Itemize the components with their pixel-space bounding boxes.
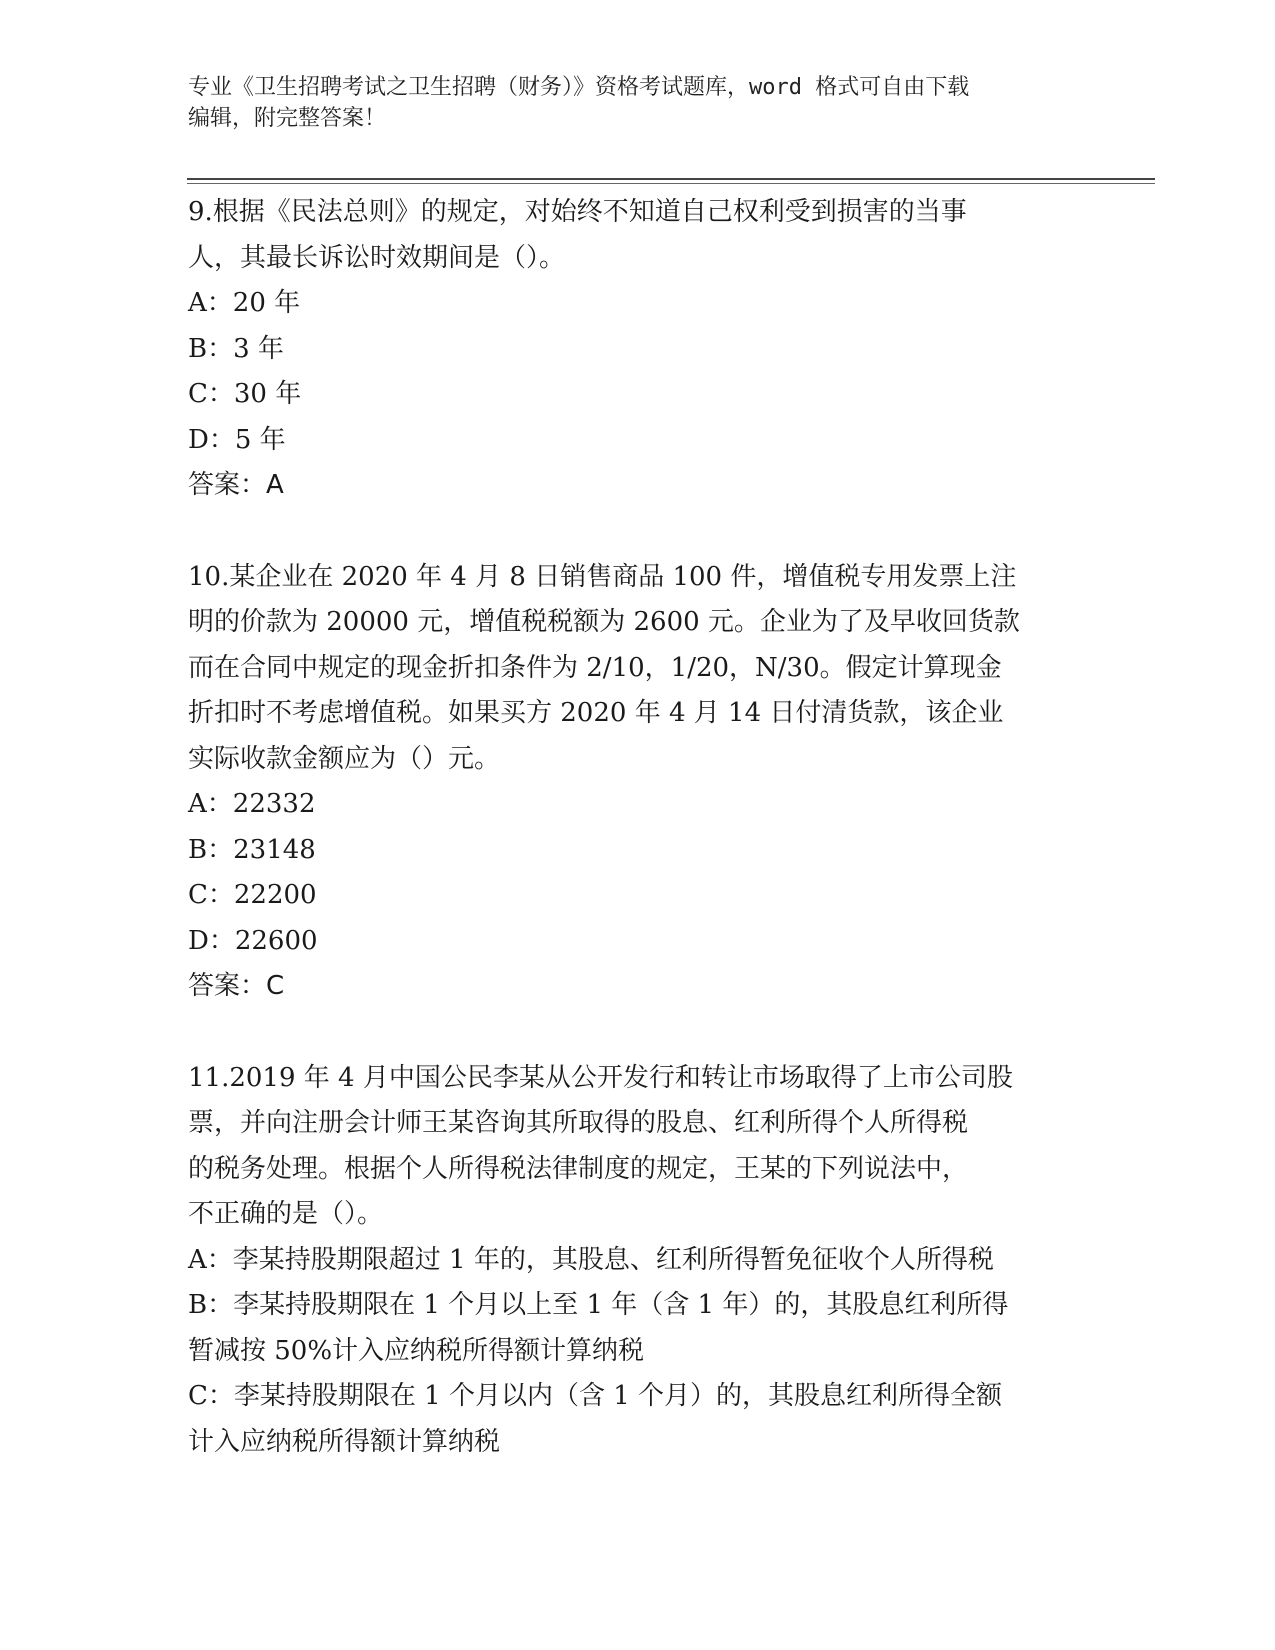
question-stem: 实际收款金额应为（）元。 (188, 743, 501, 774)
option-b: B：李某持股期限在 1 个月以上至 1 年（含 1 年）的，其股息红利所得 (188, 1290, 1009, 1320)
header-divider (187, 183, 1155, 184)
question-stem: 9.根据《民法总则》的规定，对始终不知道自己权利受到损害的当事 (188, 197, 967, 227)
option-a: A：20 年 (188, 288, 301, 318)
question-stem: 11.2019 年 4 月中国公民李某从公开发行和转让市场取得了上市公司股 (188, 1062, 1013, 1093)
option-a: A：李某持股期限超过 1 年的，其股息、红利所得暂免征收个人所得税 (188, 1244, 994, 1275)
question-stem: 10.某企业在 2020 年 4 月 8 日销售商品 100 件，增值税专用发票上注 (188, 561, 1017, 592)
option-b-continued: 暂减按 50%计入应纳税所得额计算纳税 (188, 1335, 645, 1366)
question-stem: 票，并向注册会计师王某咨询其所取得的股息、红利所得个人所得税 (188, 1108, 969, 1138)
option-b: B：3 年 (188, 333, 284, 364)
option-c: C：李某持股期限在 1 个月以内（含 1 个月）的，其股息红利所得全额 (188, 1381, 1003, 1411)
header-line: 专业《卫生招聘考试之卫生招聘（财务）》资格考试题库，word 格式可自由下载 (188, 75, 970, 100)
question-stem: 人，其最长诉讼时效期间是（）。 (188, 242, 566, 273)
option-c-continued: 计入应纳税所得额计算纳税 (188, 1426, 501, 1457)
option-b: B：23148 (188, 834, 316, 865)
question-stem: 不正确的是（）。 (188, 1199, 384, 1229)
question-stem: 而在合同中规定的现金折扣条件为 2/10，1/20，N/30。假定计算现金 (188, 652, 1002, 683)
spacer (188, 509, 1108, 555)
question-list (188, 190, 1108, 1465)
option-a: A：22332 (188, 789, 316, 819)
option-d: D：22600 (188, 925, 318, 956)
question-stem: 明的价款为 20000 元，增值税税额为 2600 元。企业为了及早收回货款 (188, 607, 1020, 637)
question-9 (188, 190, 1108, 509)
question-11 (188, 1056, 1108, 1466)
answer-label: 答案：C (188, 971, 285, 1001)
question-10 (188, 555, 1108, 1010)
header-line: 编辑，附完整答案！ (188, 106, 387, 131)
header-divider (187, 178, 1155, 180)
option-d: D：5 年 (188, 424, 286, 455)
option-c: C：30 年 (188, 379, 302, 409)
answer-label: 答案：A (188, 470, 284, 500)
option-c: C：22200 (188, 880, 317, 910)
question-stem: 的税务处理。根据个人所得税法律制度的规定，王某的下列说法中， (188, 1153, 969, 1184)
spacer (188, 1010, 1108, 1056)
page-header (188, 72, 1088, 134)
question-stem: 折扣时不考虑增值税。如果买方 2020 年 4 月 14 日付清货款，该企业 (188, 698, 1004, 728)
